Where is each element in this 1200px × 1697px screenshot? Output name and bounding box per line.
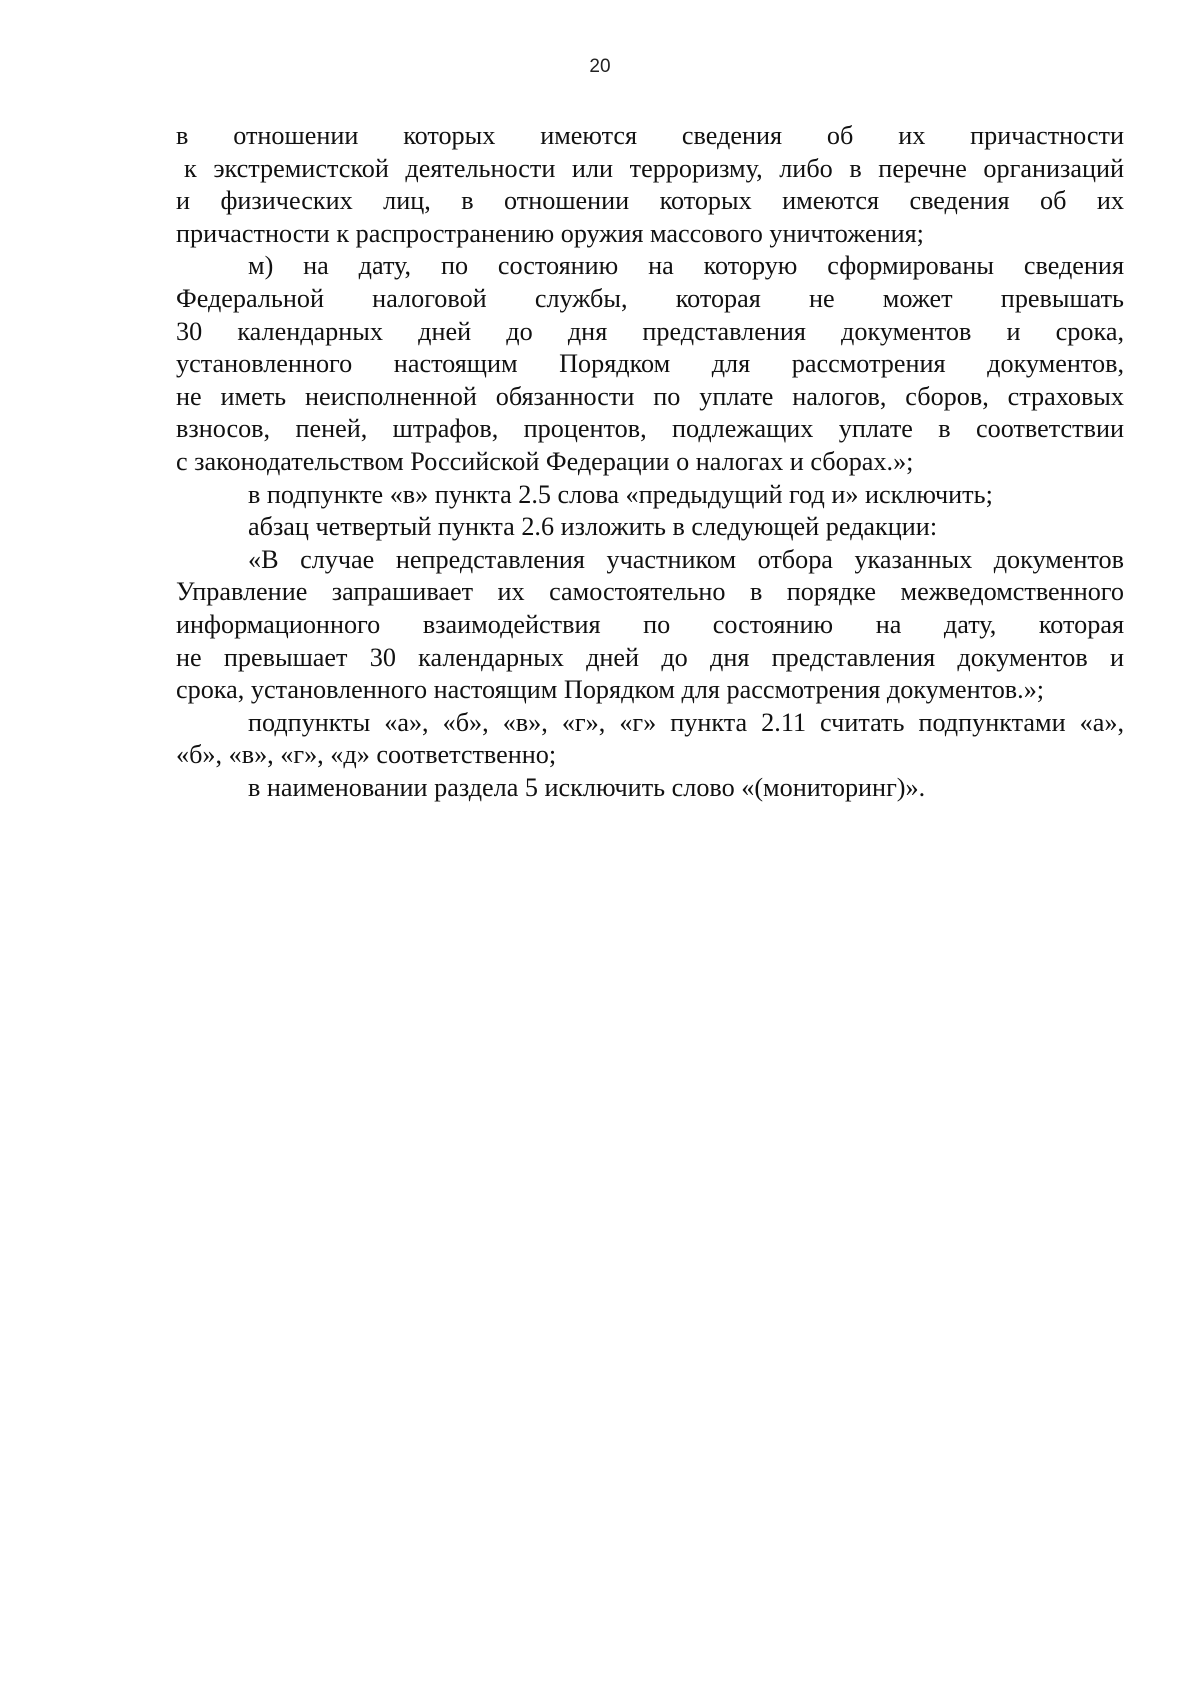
text-line: и физических лиц, в отношении которых имеются сведения об их <box>176 186 1124 216</box>
text-line: «б», «в», «г», «д» соответственно; <box>176 740 557 770</box>
text-line: абзац четвертый пункта 2.6 изложить в следующей редакции: <box>248 512 938 542</box>
text-line: в наименовании раздела 5 исключить слово «(мониторинг)». <box>248 772 926 802</box>
paragraph-point-2-5 <box>176 479 1124 512</box>
text-line: в подпункте «в» пункта 2.5 слова «предыдущий год и» исключить; <box>248 479 993 509</box>
document-body <box>176 120 1124 804</box>
text-line: не превышает 30 календарных дней до дня представления документов и <box>176 642 1124 672</box>
page-number: 20 <box>589 56 611 77</box>
text-line: 30 календарных дней до дня представления документов и срока, <box>176 316 1124 346</box>
text-line: срока, установленного настоящим Порядком для рассмотрения документов.»; <box>176 675 1045 705</box>
text-line: «В случае непредставления участником отбора указанных документов <box>248 544 1124 574</box>
text-line: информационного взаимодействия по состоянию на дату, которая <box>176 609 1124 639</box>
text-line: установленного настоящим Порядком для рассмотрения документов, <box>176 349 1124 379</box>
paragraph-subpoint-m <box>176 250 1124 478</box>
text-line: м) на дату, по состоянию на которую сформированы сведения <box>248 251 1124 281</box>
paragraph-new-wording <box>176 544 1124 707</box>
paragraph-organizations-list <box>176 120 1124 250</box>
paragraph-point-2-6 <box>176 511 1124 544</box>
text-line: взносов, пеней, штрафов, процентов, подлежащих уплате в соответствии <box>176 414 1124 444</box>
paragraph-point-2-11 <box>176 707 1124 772</box>
text-line: в отношении которых имеются сведения об их причастности <box>176 121 1124 150</box>
text-line: причастности к распространению оружия массового уничтожения; <box>176 218 924 248</box>
text-line: Управление запрашивает их самостоятельно в порядке межведомственного <box>176 577 1124 607</box>
paragraph-section-5 <box>176 772 1124 805</box>
text-line: с законодательством Российской Федерации о налогах и сборах.»; <box>176 446 914 476</box>
text-line: Федеральной налоговой службы, которая не может превышать <box>176 283 1124 313</box>
text-line: подпункты «а», «б», «в», «г», «г» пункта 2.11 считать подпунктами «а», <box>248 707 1124 737</box>
text-line: не иметь неисполненной обязанности по уплате налогов, сборов, страховых <box>176 381 1124 411</box>
text-line: к экстремистской деятельности или терроризму, либо в перечне организаций <box>184 153 1124 183</box>
